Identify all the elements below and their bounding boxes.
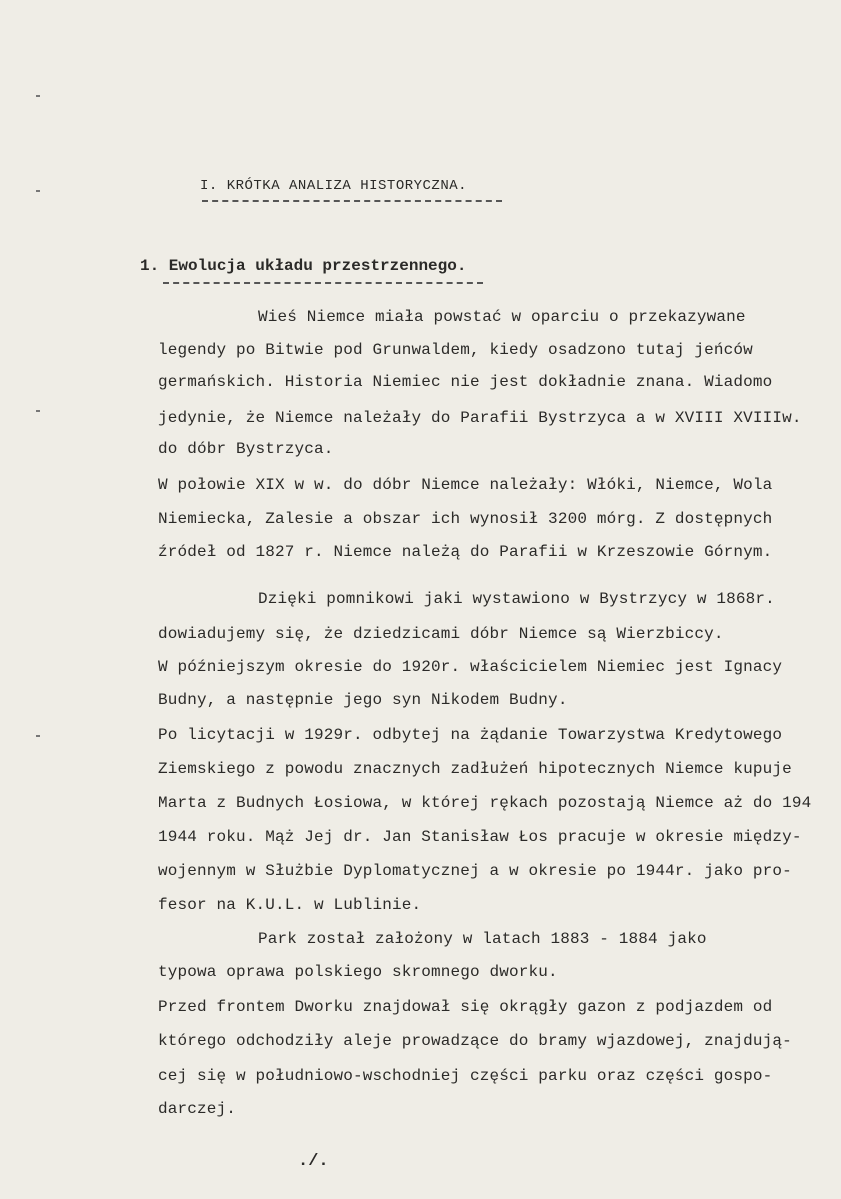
text-line: legendy po Bitwie pod Grunwaldem, kiedy osadzono tutaj jeńców — [158, 341, 753, 359]
text-line: Dzięki pomnikowi jaki wystawiono w Bystrzycy w 1868r. — [258, 590, 775, 608]
text-line: fesor na K.U.L. w Lublinie. — [158, 896, 422, 914]
text-line: typowa oprawa polskiego skromnego dworku. — [158, 963, 558, 981]
text-line: cej się w południowo-wschodniej części parku oraz części gospo- — [158, 1067, 773, 1085]
text-line: Marta z Budnych Łosiowa, w której rękach pozostają Niemce aż do 194 — [158, 794, 812, 812]
text-line: Park został założony w latach 1883 - 1884 jako — [258, 930, 707, 948]
margin-mark — [36, 190, 40, 192]
text-line: wojennym w Służbie Dyplomatycznej a w okresie po 1944r. jako pro- — [158, 862, 792, 880]
text-line: 1944 roku. Mąż Jej dr. Jan Stanisław Łos pracuje w okresie między- — [158, 828, 802, 846]
text-line: Niemiecka, Zalesie a obszar ich wynosił 3200 mórg. Z dostępnych — [158, 510, 773, 528]
text-line: Przed frontem Dworku znajdował się okrągły gazon z podjazdem od — [158, 998, 773, 1016]
closing-mark: ./. — [298, 1152, 329, 1171]
margin-mark — [36, 410, 40, 412]
text-line: dowiadujemy się, że dziedzicami dóbr Niemce są Wierzbiccy. — [158, 625, 724, 643]
text-line: W późniejszym okresie do 1920r. właścicielem Niemiec jest Ignacy — [158, 658, 783, 676]
text-line: źródeł od 1827 r. Niemce należą do Parafii w Krzeszowie Górnym. — [158, 543, 773, 561]
text-line: germańskich. Historia Niemiec nie jest dokładnie znana. Wiadomo — [158, 373, 773, 391]
text-line: W połowie XIX w w. do dóbr Niemce należały: Włóki, Niemce, Wola — [158, 476, 773, 494]
text-line: Budny, a następnie jego syn Nikodem Budny. — [158, 691, 568, 709]
text-line: darczej. — [158, 1100, 237, 1118]
text-line: Po licytacji w 1929r. odbytej na żądanie Towarzystwa Kredytowego — [158, 726, 783, 744]
document-title: I. KRÓTKA ANALIZA HISTORYCZNA. — [200, 178, 468, 194]
text-line: Ziemskiego z powodu znacznych zadłużeń hipotecznych Niemce kupuje — [158, 760, 792, 778]
title-underline — [202, 200, 502, 202]
margin-mark — [36, 95, 40, 97]
text-line: którego odchodziły aleje prowadzące do bramy wjazdowej, znajdują- — [158, 1032, 792, 1050]
text-line: Wieś Niemce miała powstać w oparciu o przekazywane — [258, 308, 746, 326]
text-line: do dóbr Bystrzyca. — [158, 440, 334, 458]
section-underline — [163, 282, 483, 284]
text-line: jedynie, że Niemce należały do Parafii Bystrzyca a w XVIII XVIIIw. — [158, 409, 802, 427]
margin-mark — [36, 735, 40, 737]
section-heading: 1. Ewolucja układu przestrzennego. — [140, 257, 467, 275]
